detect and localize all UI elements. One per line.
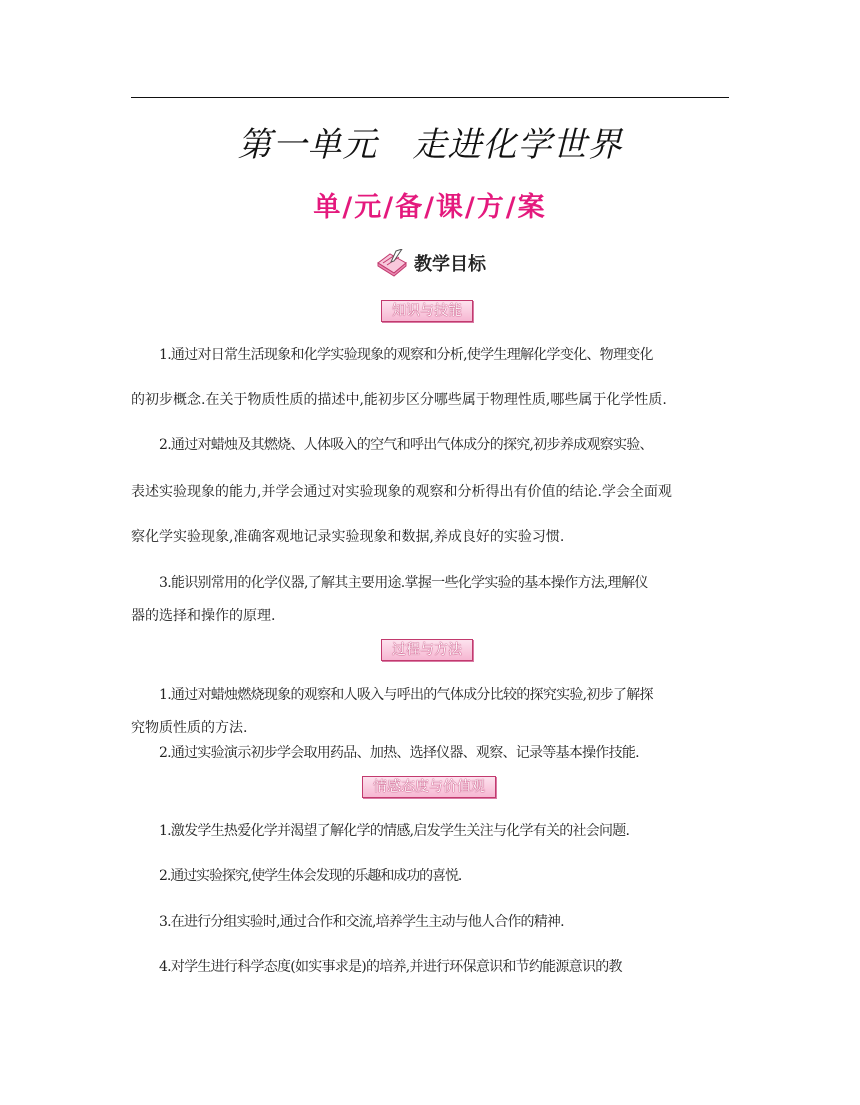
section-heading-label: 教学目标 xyxy=(414,254,486,275)
unit-subtitle: 单/元/备/课/方/案 xyxy=(313,192,547,223)
emotion-line: 4.对学生进行科学态度(如实事求是)的培养,并进行环保意识和节约能源意识的教 xyxy=(159,959,622,975)
tag-process-methods: 过程与方法 xyxy=(381,639,473,661)
emotion-line: 2.通过实验探究,使学生体会发现的乐趣和成功的喜悦. xyxy=(159,868,462,884)
process-line: 2.通过实验演示初步学会取用药品、加热、选择仪器、观察、记录等基本操作技能. xyxy=(159,745,639,761)
unit-title: 第一单元 走进化学世界 xyxy=(237,125,623,165)
tag-emotion-values: 情感态度与价值观 xyxy=(362,776,496,798)
knowledge-line: 表述实验现象的能力,并学会通过对实验现象的观察和分析得出有价值的结论.学会全面观 xyxy=(131,484,672,500)
knowledge-line: 器的选择和操作的原理. xyxy=(131,608,276,624)
process-line: 1.通过对蜡烛燃烧现象的观察和人吸入与呼出的气体成分比较的探究实验,初步了解探 xyxy=(159,687,653,703)
knowledge-line: 察化学实验现象,准确客观地记录实验现象和数据,养成良好的实验习惯. xyxy=(131,529,565,545)
knowledge-line: 2.通过对蜡烛及其燃烧、人体吸入的空气和呼出气体成分的探究,初步养成观察实验、 xyxy=(159,437,653,453)
knowledge-line: 1.通过对日常生活现象和化学实验现象的观察和分析,使学生理解化学变化、物理变化 xyxy=(159,347,653,363)
knowledge-line: 的初步概念.在关于物质性质的描述中,能初步区分哪些属于物理性质,哪些属于化学性质. xyxy=(131,392,667,408)
knowledge-line: 3.能识别常用的化学仪器,了解其主要用途.掌握一些化学实验的基本操作方法,理解仪 xyxy=(159,575,648,591)
process-line: 究物质性质的方法. xyxy=(131,720,248,736)
emotion-line: 1.激发学生热爱化学并渴望了解化学的情感,启发学生关注与化学有关的社会问题. xyxy=(159,823,630,839)
header-rule xyxy=(131,97,729,98)
pencil-notebook-icon xyxy=(374,249,408,277)
emotion-line: 3.在进行分组实验时,通过合作和交流,培养学生主动与他人合作的精神. xyxy=(159,914,564,930)
tag-knowledge-skills: 知识与技能 xyxy=(381,300,473,322)
section-heading xyxy=(0,249,860,277)
